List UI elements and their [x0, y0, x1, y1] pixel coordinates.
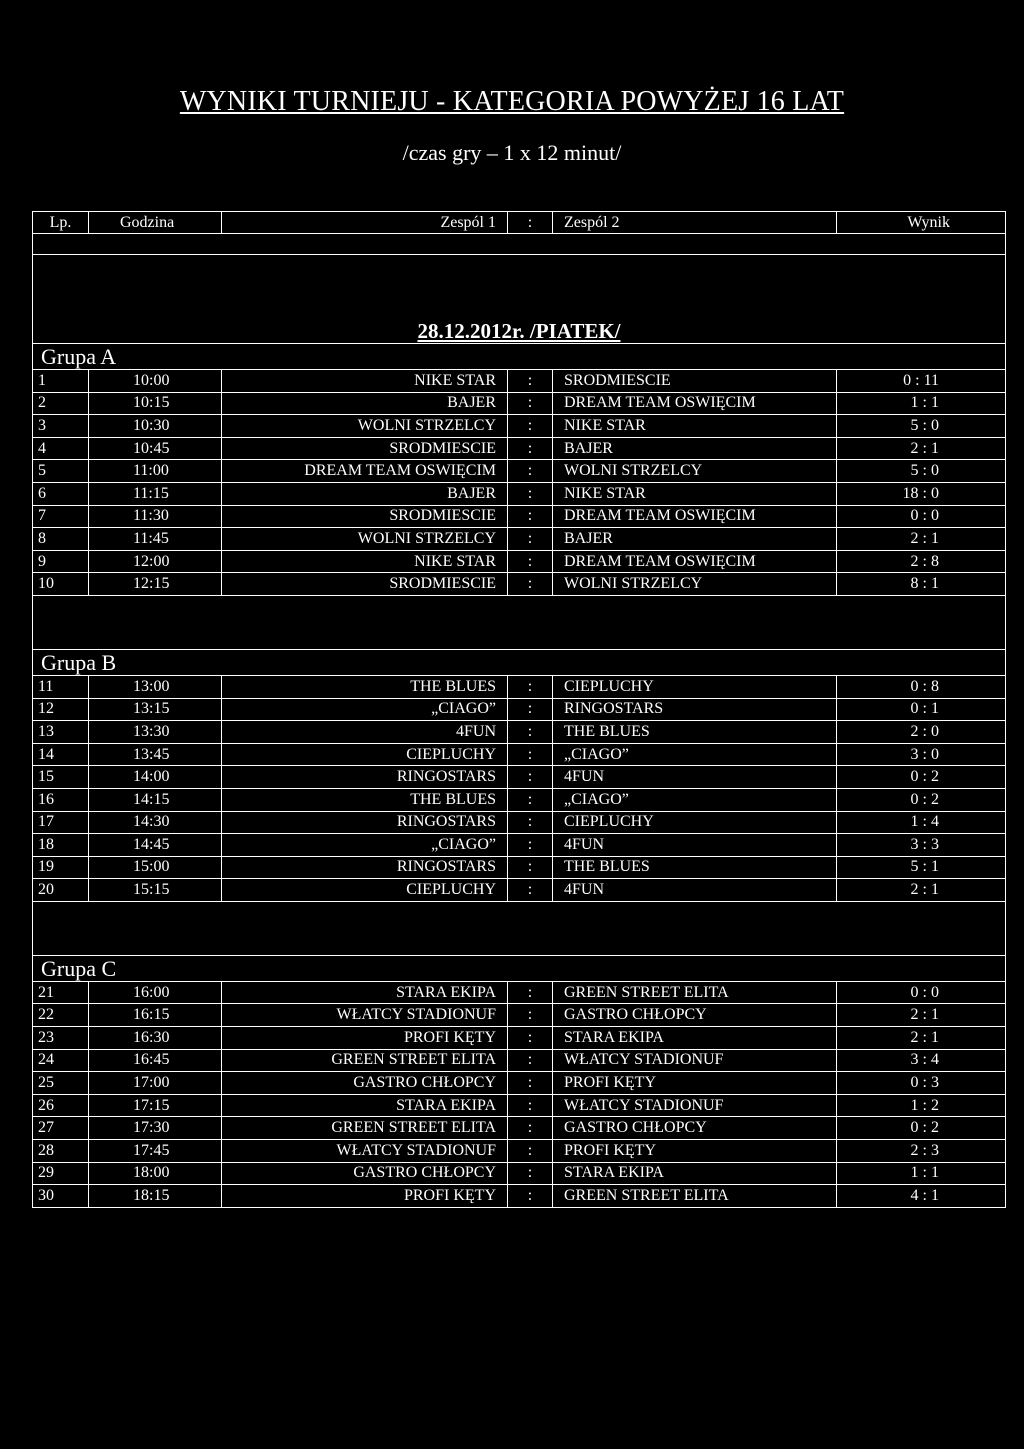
- match-team2: GREEN STREET ELITA: [553, 981, 837, 1004]
- match-result: 1 : 1: [837, 1162, 1006, 1185]
- date-cell: [33, 255, 1006, 344]
- match-row: [33, 1185, 1006, 1208]
- match-lp: 3: [33, 415, 89, 438]
- match-row: [33, 675, 1006, 698]
- match-lp: 23: [33, 1027, 89, 1050]
- match-lp: 11: [33, 675, 89, 698]
- header-result: Wynik: [837, 212, 1006, 234]
- match-lp: 17: [33, 811, 89, 834]
- match-lp: 4: [33, 437, 89, 460]
- match-time: 18:00: [89, 1162, 222, 1185]
- match-row: [33, 550, 1006, 573]
- date-row: [33, 255, 1006, 344]
- match-time: 15:00: [89, 856, 222, 879]
- match-time: 11:00: [89, 460, 222, 483]
- match-separator: :: [508, 766, 553, 789]
- match-lp: 24: [33, 1049, 89, 1072]
- match-team1: SRODMIESCIE: [222, 505, 508, 528]
- match-row: [33, 1117, 1006, 1140]
- match-row: [33, 460, 1006, 483]
- match-result: 1 : 4: [837, 811, 1006, 834]
- match-row: [33, 573, 1006, 596]
- match-time: 16:30: [89, 1027, 222, 1050]
- match-row: [33, 879, 1006, 902]
- match-team2: SRODMIESCIE: [553, 370, 837, 393]
- match-separator: :: [508, 1117, 553, 1140]
- match-separator: :: [508, 698, 553, 721]
- match-separator: :: [508, 1140, 553, 1163]
- date-label: 28.12.2012r. /PIATEK/: [417, 319, 621, 343]
- match-row: [33, 1004, 1006, 1027]
- match-result: 0 : 3: [837, 1072, 1006, 1095]
- match-team1: NIKE STAR: [222, 370, 508, 393]
- match-row: [33, 981, 1006, 1004]
- match-team2: GASTRO CHŁOPCY: [553, 1004, 837, 1027]
- match-team1: DREAM TEAM OSWIĘCIM: [222, 460, 508, 483]
- results-table-body: [33, 212, 1006, 1208]
- match-team2: WOLNI STRZELCY: [553, 460, 837, 483]
- match-lp: 27: [33, 1117, 89, 1140]
- match-separator: :: [508, 392, 553, 415]
- match-row: [33, 834, 1006, 857]
- match-lp: 16: [33, 788, 89, 811]
- match-separator: :: [508, 879, 553, 902]
- match-team1: PROFI KĘTY: [222, 1185, 508, 1208]
- match-result: 2 : 1: [837, 437, 1006, 460]
- match-team2: RINGOSTARS: [553, 698, 837, 721]
- match-result: 0 : 8: [837, 675, 1006, 698]
- match-team2: THE BLUES: [553, 856, 837, 879]
- match-team1: WŁATCY STADIONUF: [222, 1004, 508, 1027]
- match-result: 0 : 2: [837, 788, 1006, 811]
- match-separator: :: [508, 1004, 553, 1027]
- match-team2: NIKE STAR: [553, 482, 837, 505]
- match-row: [33, 370, 1006, 393]
- match-lp: 10: [33, 573, 89, 596]
- match-result: 2 : 1: [837, 528, 1006, 551]
- match-row: [33, 392, 1006, 415]
- match-lp: 30: [33, 1185, 89, 1208]
- match-result: 4 : 1: [837, 1185, 1006, 1208]
- results-table: [32, 211, 1006, 1208]
- match-row: [33, 1140, 1006, 1163]
- match-team2: 4FUN: [553, 879, 837, 902]
- match-result: 2 : 3: [837, 1140, 1006, 1163]
- match-lp: 1: [33, 370, 89, 393]
- match-row: [33, 437, 1006, 460]
- match-result: 18 : 0: [837, 482, 1006, 505]
- match-result: 1 : 2: [837, 1094, 1006, 1117]
- match-time: 16:00: [89, 981, 222, 1004]
- match-separator: :: [508, 675, 553, 698]
- group-name: Grupa B: [33, 649, 1006, 675]
- match-team2: PROFI KĘTY: [553, 1140, 837, 1163]
- match-time: 13:45: [89, 743, 222, 766]
- match-time: 14:45: [89, 834, 222, 857]
- match-team2: DREAM TEAM OSWIĘCIM: [553, 392, 837, 415]
- group-name: Grupa C: [33, 955, 1006, 981]
- match-separator: :: [508, 370, 553, 393]
- match-team2: „CIAGO”: [553, 788, 837, 811]
- match-row: [33, 1072, 1006, 1095]
- match-team2: GASTRO CHŁOPCY: [553, 1117, 837, 1140]
- match-row: [33, 788, 1006, 811]
- match-row: [33, 415, 1006, 438]
- match-row: [33, 698, 1006, 721]
- match-team1: 4FUN: [222, 721, 508, 744]
- match-team2: CIEPLUCHY: [553, 811, 837, 834]
- match-time: 15:15: [89, 879, 222, 902]
- match-separator: :: [508, 1049, 553, 1072]
- match-team1: SRODMIESCIE: [222, 573, 508, 596]
- match-result: 0 : 2: [837, 1117, 1006, 1140]
- spacer-cell: [33, 901, 1006, 955]
- match-lp: 25: [33, 1072, 89, 1095]
- match-team2: WŁATCY STADIONUF: [553, 1049, 837, 1072]
- header-lp: Lp.: [33, 212, 89, 234]
- match-time: 16:45: [89, 1049, 222, 1072]
- match-lp: 9: [33, 550, 89, 573]
- match-lp: 15: [33, 766, 89, 789]
- match-separator: :: [508, 415, 553, 438]
- match-team2: CIEPLUCHY: [553, 675, 837, 698]
- match-row: [33, 1094, 1006, 1117]
- match-separator: :: [508, 834, 553, 857]
- match-separator: :: [508, 981, 553, 1004]
- match-team1: GASTRO CHŁOPCY: [222, 1072, 508, 1095]
- match-lp: 13: [33, 721, 89, 744]
- match-result: 3 : 0: [837, 743, 1006, 766]
- match-row: [33, 482, 1006, 505]
- match-result: 8 : 1: [837, 573, 1006, 596]
- group-spacer-row: [33, 901, 1006, 955]
- match-team1: BAJER: [222, 392, 508, 415]
- match-row: [33, 1027, 1006, 1050]
- match-row: [33, 1049, 1006, 1072]
- match-team1: WOLNI STRZELCY: [222, 415, 508, 438]
- gap-cell: [33, 234, 1006, 255]
- match-result: 5 : 0: [837, 415, 1006, 438]
- match-separator: :: [508, 550, 553, 573]
- match-lp: 6: [33, 482, 89, 505]
- match-separator: :: [508, 528, 553, 551]
- match-time: 13:30: [89, 721, 222, 744]
- match-time: 10:45: [89, 437, 222, 460]
- match-team2: STARA EKIPA: [553, 1162, 837, 1185]
- match-team1: GREEN STREET ELITA: [222, 1117, 508, 1140]
- match-result: 3 : 3: [837, 834, 1006, 857]
- match-time: 17:00: [89, 1072, 222, 1095]
- match-separator: :: [508, 482, 553, 505]
- match-time: 14:00: [89, 766, 222, 789]
- match-lp: 2: [33, 392, 89, 415]
- match-team1: „CIAGO”: [222, 834, 508, 857]
- match-lp: 21: [33, 981, 89, 1004]
- group-name: Grupa A: [33, 344, 1006, 370]
- match-time: 14:30: [89, 811, 222, 834]
- match-separator: :: [508, 437, 553, 460]
- match-team2: 4FUN: [553, 834, 837, 857]
- match-team2: BAJER: [553, 437, 837, 460]
- match-separator: :: [508, 788, 553, 811]
- match-separator: :: [508, 1027, 553, 1050]
- match-separator: :: [508, 811, 553, 834]
- match-team1: WŁATCY STADIONUF: [222, 1140, 508, 1163]
- match-separator: :: [508, 573, 553, 596]
- match-result: 5 : 0: [837, 460, 1006, 483]
- match-result: 2 : 8: [837, 550, 1006, 573]
- match-time: 12:15: [89, 573, 222, 596]
- match-time: 17:30: [89, 1117, 222, 1140]
- header-separator: :: [508, 212, 553, 234]
- match-result: 2 : 1: [837, 1027, 1006, 1050]
- match-team2: DREAM TEAM OSWIĘCIM: [553, 550, 837, 573]
- match-lp: 28: [33, 1140, 89, 1163]
- header-time: Godzina: [89, 212, 222, 234]
- match-result: 5 : 1: [837, 856, 1006, 879]
- match-result: 0 : 1: [837, 698, 1006, 721]
- match-row: [33, 766, 1006, 789]
- match-team1: WOLNI STRZELCY: [222, 528, 508, 551]
- match-lp: 22: [33, 1004, 89, 1027]
- match-separator: :: [508, 1162, 553, 1185]
- match-team1: GREEN STREET ELITA: [222, 1049, 508, 1072]
- match-result: 3 : 4: [837, 1049, 1006, 1072]
- match-time: 13:15: [89, 698, 222, 721]
- match-separator: :: [508, 1072, 553, 1095]
- match-lp: 12: [33, 698, 89, 721]
- match-team1: SRODMIESCIE: [222, 437, 508, 460]
- match-time: 17:15: [89, 1094, 222, 1117]
- match-team1: CIEPLUCHY: [222, 743, 508, 766]
- match-team1: RINGOSTARS: [222, 811, 508, 834]
- match-result: 0 : 2: [837, 766, 1006, 789]
- match-lp: 5: [33, 460, 89, 483]
- match-team1: THE BLUES: [222, 675, 508, 698]
- match-time: 17:45: [89, 1140, 222, 1163]
- match-separator: :: [508, 721, 553, 744]
- match-row: [33, 721, 1006, 744]
- match-result: 0 : 0: [837, 505, 1006, 528]
- match-result: 2 : 1: [837, 879, 1006, 902]
- match-lp: 18: [33, 834, 89, 857]
- match-team2: PROFI KĘTY: [553, 1072, 837, 1095]
- match-row: [33, 505, 1006, 528]
- spacer-cell: [33, 595, 1006, 649]
- match-separator: :: [508, 505, 553, 528]
- match-time: 12:00: [89, 550, 222, 573]
- match-team1: GASTRO CHŁOPCY: [222, 1162, 508, 1185]
- group-header-row: [33, 955, 1006, 981]
- match-result: 0 : 0: [837, 981, 1006, 1004]
- match-result: 1 : 1: [837, 392, 1006, 415]
- match-result: 2 : 0: [837, 721, 1006, 744]
- match-lp: 29: [33, 1162, 89, 1185]
- match-time: 14:15: [89, 788, 222, 811]
- match-team2: BAJER: [553, 528, 837, 551]
- match-time: 10:30: [89, 415, 222, 438]
- match-lp: 26: [33, 1094, 89, 1117]
- match-team1: STARA EKIPA: [222, 981, 508, 1004]
- match-lp: 19: [33, 856, 89, 879]
- group-header-row: [33, 649, 1006, 675]
- match-team2: 4FUN: [553, 766, 837, 789]
- match-lp: 14: [33, 743, 89, 766]
- match-time: 11:15: [89, 482, 222, 505]
- header-team2: Zespól 2: [553, 212, 837, 234]
- page-subtitle: /czas gry – 1 x 12 minut/: [402, 140, 622, 165]
- match-team2: GREEN STREET ELITA: [553, 1185, 837, 1208]
- match-team1: RINGOSTARS: [222, 856, 508, 879]
- group-spacer-row: [33, 595, 1006, 649]
- match-team1: „CIAGO”: [222, 698, 508, 721]
- match-team1: CIEPLUCHY: [222, 879, 508, 902]
- match-time: 11:45: [89, 528, 222, 551]
- page-title: WYNIKI TURNIEJU - KATEGORIA POWYŻEJ 16 LAT: [179, 86, 845, 117]
- match-row: [33, 856, 1006, 879]
- match-separator: :: [508, 856, 553, 879]
- match-result: 0 : 11: [837, 370, 1006, 393]
- match-row: [33, 743, 1006, 766]
- match-lp: 20: [33, 879, 89, 902]
- match-row: [33, 1162, 1006, 1185]
- match-result: 2 : 1: [837, 1004, 1006, 1027]
- match-team2: STARA EKIPA: [553, 1027, 837, 1050]
- match-time: 16:15: [89, 1004, 222, 1027]
- match-team1: BAJER: [222, 482, 508, 505]
- match-team1: PROFI KĘTY: [222, 1027, 508, 1050]
- header-gap-row: [33, 234, 1006, 255]
- match-lp: 8: [33, 528, 89, 551]
- match-team1: STARA EKIPA: [222, 1094, 508, 1117]
- match-team2: NIKE STAR: [553, 415, 837, 438]
- header-team1: Zespól 1: [222, 212, 508, 234]
- match-row: [33, 528, 1006, 551]
- match-time: 10:00: [89, 370, 222, 393]
- match-team1: RINGOSTARS: [222, 766, 508, 789]
- match-separator: :: [508, 460, 553, 483]
- match-team2: WŁATCY STADIONUF: [553, 1094, 837, 1117]
- match-time: 13:00: [89, 675, 222, 698]
- match-separator: :: [508, 1094, 553, 1117]
- group-header-row: [33, 344, 1006, 370]
- match-lp: 7: [33, 505, 89, 528]
- match-team2: WOLNI STRZELCY: [553, 573, 837, 596]
- match-separator: :: [508, 1185, 553, 1208]
- match-time: 11:30: [89, 505, 222, 528]
- match-time: 18:15: [89, 1185, 222, 1208]
- header-row: [33, 212, 1006, 234]
- match-team1: NIKE STAR: [222, 550, 508, 573]
- match-team1: THE BLUES: [222, 788, 508, 811]
- match-team2: DREAM TEAM OSWIĘCIM: [553, 505, 837, 528]
- match-separator: :: [508, 743, 553, 766]
- match-team2: „CIAGO”: [553, 743, 837, 766]
- match-row: [33, 811, 1006, 834]
- match-time: 10:15: [89, 392, 222, 415]
- match-team2: THE BLUES: [553, 721, 837, 744]
